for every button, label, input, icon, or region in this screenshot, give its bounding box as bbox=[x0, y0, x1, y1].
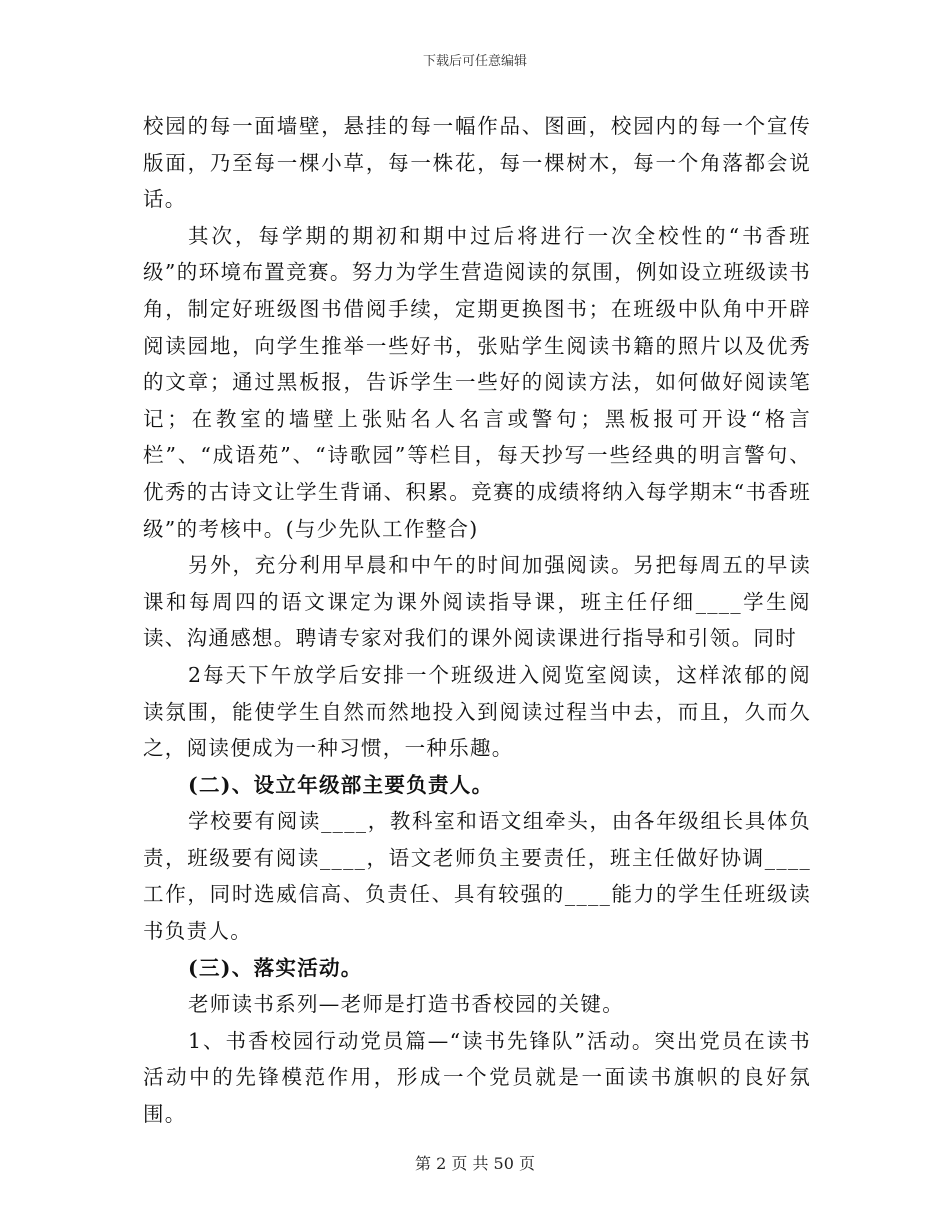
document-body bbox=[143, 108, 811, 1133]
paragraph-reading-time: 另外，充分利用早晨和中午的时间加强阅读。另把每周五的早读课和每周四的语文课定为课外阅读指导课，班主任仔细____学生阅读、沟通感想。聘请专家对我们的课外阅读课进行指导和引领。同时 bbox=[143, 553, 811, 651]
paragraph-teacher-reading: 老师读书系列—老师是打造书香校园的关键。 bbox=[188, 992, 624, 1017]
section-heading-responsible: (二)、设立年级部主要负责人。 bbox=[188, 772, 494, 797]
paragraph-book-class-contest: 其次，每学期的期初和期中过后将进行一次全校性的“书香班级”的环境布置竞赛。努力为学生营造阅读的氛围，例如设立班级读书角，制定好班级图书借阅手续，定期更换图书；在班级中队角中开辟阅读园地，向学生推举一些好书，张贴学生阅读书籍的照片以及优秀的文章；通过黑板报，告诉学生一些好的阅读方法，如何做好阅读笔记；在教室的墙壁上张贴名人名言或警句；黑板报可开设“格言栏”、“成语苑”、“诗歌园”等栏目，每天抄写一些经典的明言警句、优秀的古诗文让学生背诵、积累。竞赛的成绩将纳入每学期末“书香班级”的考核中。(与少先队工作整合) bbox=[143, 223, 811, 541]
section-heading-activities: (三)、落实活动。 bbox=[188, 955, 363, 980]
paragraph-reading-room: 2每天下午放学后安排一个班级进入阅览室阅读，这样浓郁的阅读氛围，能使学生自然而然地投入到阅读过程当中去，而且，久而久之，阅读便成为一种习惯，一种乐趣。 bbox=[143, 662, 811, 761]
page-number: 第 2 页 共 50 页 bbox=[415, 1154, 535, 1173]
paragraph-school-walls: 校园的每一面墙壁，悬挂的每一幅作品、图画，校园内的每一个宣传版面，乃至每一棵小草，每一株花，每一棵树木，每一个角落都会说话。 bbox=[143, 114, 811, 212]
page-header: 下载后可任意编辑 bbox=[422, 54, 527, 69]
paragraph-party-member-reading: 1、书香校园行动党员篇—“读书先锋队”活动。突出党员在读书活动中的先锋模范作用，形成一个党员就是一面读书旗帜的良好氛围。 bbox=[143, 1028, 811, 1127]
paragraph-responsibility: 学校要有阅读____，教科室和语文组牵头，由各年级组长具体负责，班级要有阅读____，语文老师负主要责任，班主任做好协调____工作，同时选威信高、负责任、具有较强的____能力的学生任班级读书负责人。 bbox=[143, 809, 811, 944]
